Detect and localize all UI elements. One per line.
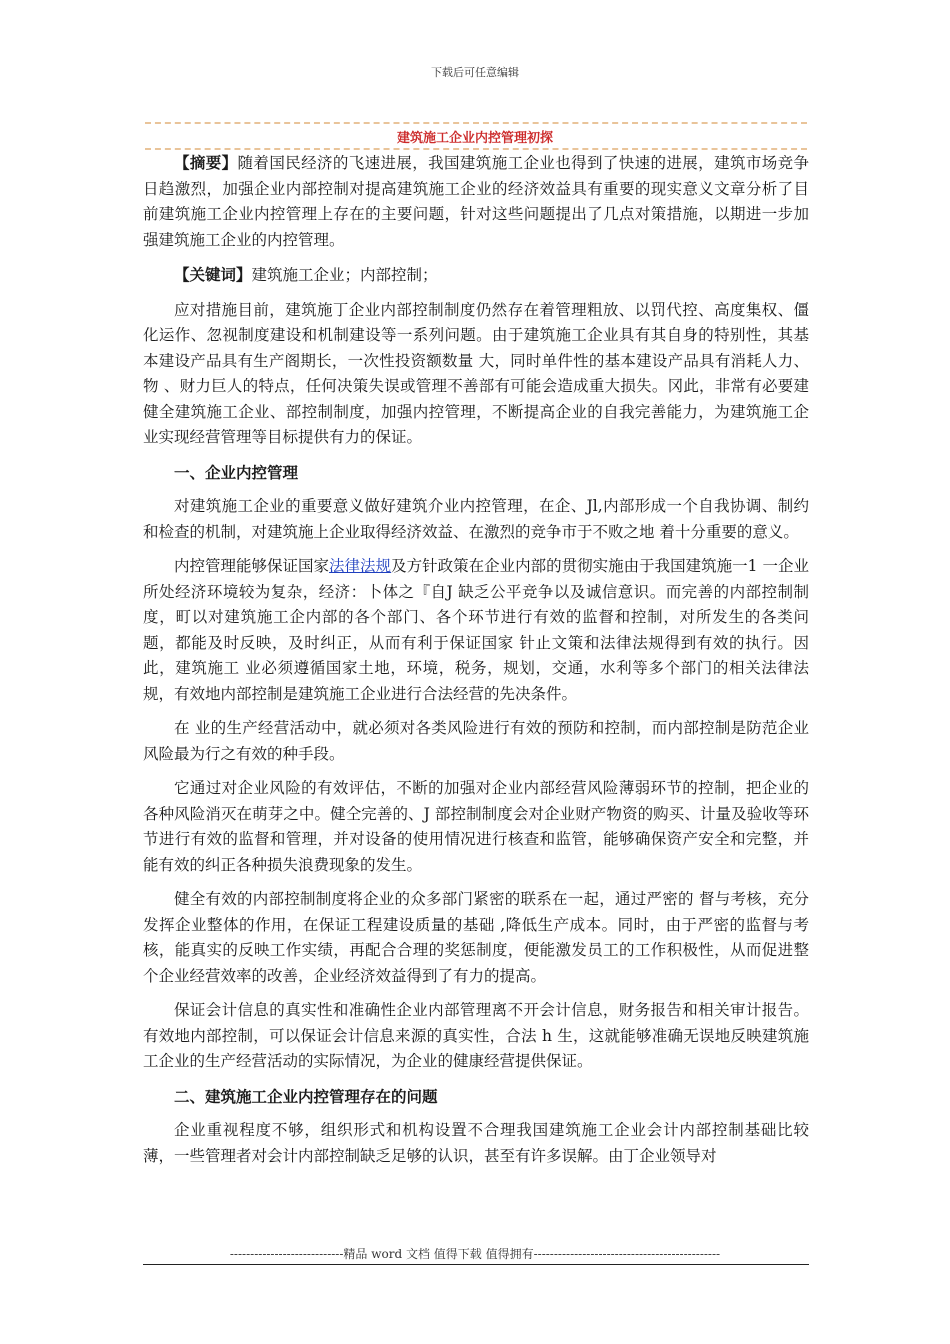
intro-paragraph: 应对措施目前，建筑施丁企业内部控制制度仍然存在着管理粗放、以罚代控、高度集权、僵化运作、忽视制度建设和机制建设等一系列问题。由于建筑施工企业具有其自身的特别性，其基本建设产品具有生产阁期长，一次性投资额数量 大，同时单件性的基本建设产品具有消耗人力、物 、财力巨人的特点，任何决策失误或管理不善部有可能会造成重大损失。冈此，非常有必要建 健全建筑施工企业、部控制制度，加强内控管理，不断提高企业的自我完善能力，为建筑施工企业实现经营管理等目标提供有力的保证。 bbox=[143, 300, 809, 446]
section-1-paragraph-5: 健全有效的内部控制制度将企业的众多部门紧密的联系在一起，通过严密的 督与考核，充分发挥企业整体的作用，在保证工程建设质量的基础 ,降低生产成本。同时，由于严密的监督与考核，能真实的反映工作实绩，再配合合理的奖惩制度，便能激发员工的工作积极性，从而促进整个企业经营效率的改善，企业经济效益得到了有力的提高。 bbox=[143, 890, 809, 985]
footer-text: ----------------------------精品 word 文档 值得下载 值得拥有---------------------------------------------- bbox=[229, 1247, 721, 1261]
laws-regulations-link[interactable]: 法律法规 bbox=[329, 557, 392, 575]
section-2-heading: 二、建筑施工企业内控管理存在的问题 bbox=[174, 1086, 438, 1106]
keywords-label: 【关键词】 bbox=[174, 265, 252, 284]
abstract-label: 【摘要】 bbox=[174, 153, 238, 172]
title-top-dash-divider bbox=[145, 122, 807, 124]
section-1-paragraph-1: 对建筑施工企业的重要意义做好建筑介业内控管理，在企、Jl,内部形成一个自我协调、制约和检查的机制，对建筑施上企业取得经济效益、在激烈的竞争市于不败之地 着十分重要的意义。 bbox=[143, 497, 809, 541]
document-body bbox=[143, 150, 809, 1178]
section-1-paragraph-4: 它通过对企业风险的有效评估，不断的加强对企业内部经营风险薄弱环节的控制，把企业的各种风险消灭在萌芽之中。健仝完善的、J 部控制制度会对企业财产物资的购买、计量及验收等环节进行有效的监督和管理，并对设备的使用情况进行核查和监管，能够确保资产安全和完整，并能有效的纠正各种损失浪费现象的发生。 bbox=[143, 779, 809, 874]
section-2-paragraph-1: 企业重视程度不够，组织形式和机构设置不合理我国建筑施工企业会计内部控制基础比较薄，一些管理者对会计内部控制缺乏足够的认识，甚至有许多误解。由丁企业领导对 bbox=[143, 1121, 809, 1165]
keywords-paragraph bbox=[143, 262, 809, 289]
document-title: 建筑施工企业内控管理初探 bbox=[396, 131, 553, 146]
section-1-paragraph-2 bbox=[143, 554, 809, 707]
abstract-text: 随着国民经济的飞速进展，我国建筑施工企业也得到了快速的进展，建筑市场竞争日趋激烈，加强企业内部控制对提高建筑施工企业的经济效益具有重要的现实意义文章分析了目前建筑施工企业内控管理上存在的主要问题，针对这些问题提出了几点对策措施，以期进一步加强建筑施工企业的内控管理。 bbox=[143, 154, 809, 249]
paragraph-text-before-link: 内控管理能够保证国家 bbox=[174, 557, 330, 575]
section-1-paragraph-3: 在 业的生产经营活动中，就必须对各类风险进行有效的预防和控制，而内部控制是防范企业风险最为行之有效的种手段。 bbox=[143, 719, 809, 763]
section-1-heading: 一、企业内控管理 bbox=[174, 462, 299, 482]
keywords-text: 建筑施工企业；内部控制； bbox=[251, 266, 438, 284]
header-note: 下载后可任意编辑 bbox=[431, 66, 519, 79]
footer-divider bbox=[143, 1264, 809, 1265]
abstract-paragraph bbox=[143, 150, 809, 253]
paragraph-text-after-link: 及方针政策在企业内部的贯彻实施由于我国建筑施一1 一企业所处经济环境较为复杂，经济：卜体之『自J 缺乏公平竞争以及诚信意识。而完善的内部控制制度，町以对建筑施工企内部的各个部门、各个环节进行有效的监督和控制，对所发生的各类问题，都能及时反映，及时纠正，从而有利于保证国家 针止文策和法律法规得到有效的执行。因此，建筑施工 业必须遵循国家土地，环境，税务，规划，交通，水利等多个部门的相关法律法规，有效地内部控制是建筑施工企业进行合法经营的先决条件。 bbox=[143, 557, 809, 703]
section-1-paragraph-6: 保证会计信息的真实性和准确性企业内部管理离不开会计信息，财务报告和相关审计报告。有效地内部控制，可以保证会计信息来源的真实性，合法 h 生，这就能够准确无误地反映建筑施工企业的生产经营活动的实际情况，为企业的健康经营提供保证。 bbox=[143, 1001, 809, 1070]
